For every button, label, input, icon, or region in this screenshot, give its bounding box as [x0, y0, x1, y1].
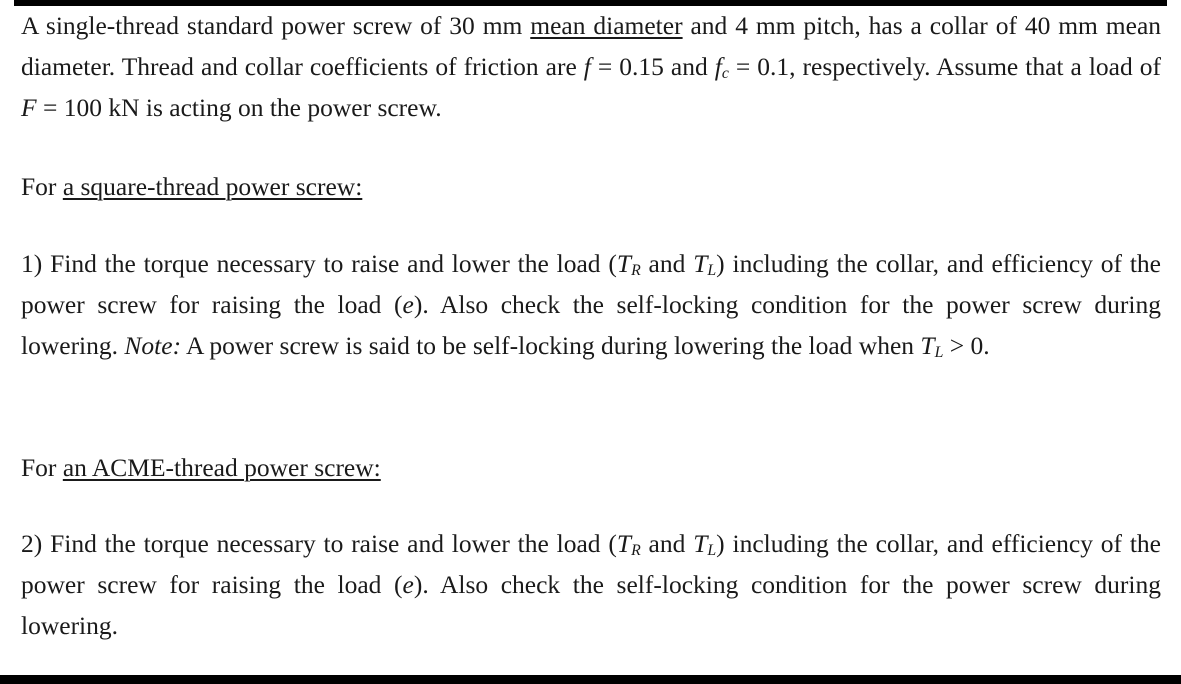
symbol-e: e — [402, 290, 414, 319]
fc-value: = 0.1, respectively. Assume that a load of — [728, 52, 1161, 81]
q1-text-2: ) including the collar, and efficiency of the power screw for raising the load ( — [21, 249, 1161, 319]
symbol-TL: T — [693, 529, 708, 558]
load-value: = 100 kN is acting on the power screw. — [36, 93, 442, 122]
square-thread-heading — [21, 166, 362, 207]
bottom-border — [0, 675, 1181, 684]
q1-and: and — [640, 249, 694, 278]
heading-prefix: For — [21, 453, 63, 482]
symbol-TR: T — [616, 249, 632, 278]
symbol-TR: T — [616, 529, 632, 558]
symbol-TL-subscript: L — [707, 541, 717, 559]
heading-underlined: an ACME-thread power screw: — [62, 453, 381, 482]
q2-text-3: ). Also check the self-locking condition for the power screw during lowering. — [21, 570, 1161, 640]
f-value: = 0.15 and — [590, 52, 715, 81]
symbol-fc-subscript: c — [721, 64, 729, 82]
symbol-TR-subscript: R — [631, 261, 641, 279]
heading-underlined: a square-thread power screw: — [62, 172, 363, 201]
problem-intro — [21, 5, 1161, 128]
q2-text-1: 2) Find the torque necessary to raise and lower the load ( — [21, 529, 617, 558]
q2-and: and — [640, 529, 694, 558]
question-1 — [21, 243, 1161, 366]
symbol-TL-condition: T — [920, 331, 935, 360]
symbol-TL-subscript: L — [707, 261, 717, 279]
intro-text-1: A single-thread standard power screw of 30 mm — [21, 11, 531, 40]
symbol-f: f — [583, 52, 591, 81]
note-text: A power screw is said to be self-locking during lowering the load when — [181, 331, 921, 360]
acme-thread-heading — [21, 447, 381, 488]
heading-prefix: For — [21, 172, 63, 201]
q1-text-3: ). Also check the self-locking condition for the power screw during lowering. — [21, 290, 1161, 360]
symbol-F: F — [21, 93, 37, 122]
symbol-TL-condition-subscript: L — [934, 343, 944, 361]
mean-diameter-underlined: mean diameter — [530, 11, 683, 40]
symbol-TR-subscript: R — [631, 541, 641, 559]
symbol-fc: f — [714, 52, 722, 81]
q1-text-1: 1) Find the torque necessary to raise and lower the load ( — [21, 249, 617, 278]
question-2 — [21, 523, 1161, 646]
note-label: Note: — [124, 331, 182, 360]
condition-text: > 0. — [943, 331, 990, 360]
symbol-TL: T — [693, 249, 708, 278]
intro-text-2: and 4 mm pitch, has a collar of 40 mm mean diameter. Thread and collar coefficients of friction are — [21, 11, 1162, 81]
q2-text-2: ) including the collar, and efficiency of the power screw for raising the load ( — [21, 529, 1161, 599]
symbol-e: e — [402, 570, 414, 599]
